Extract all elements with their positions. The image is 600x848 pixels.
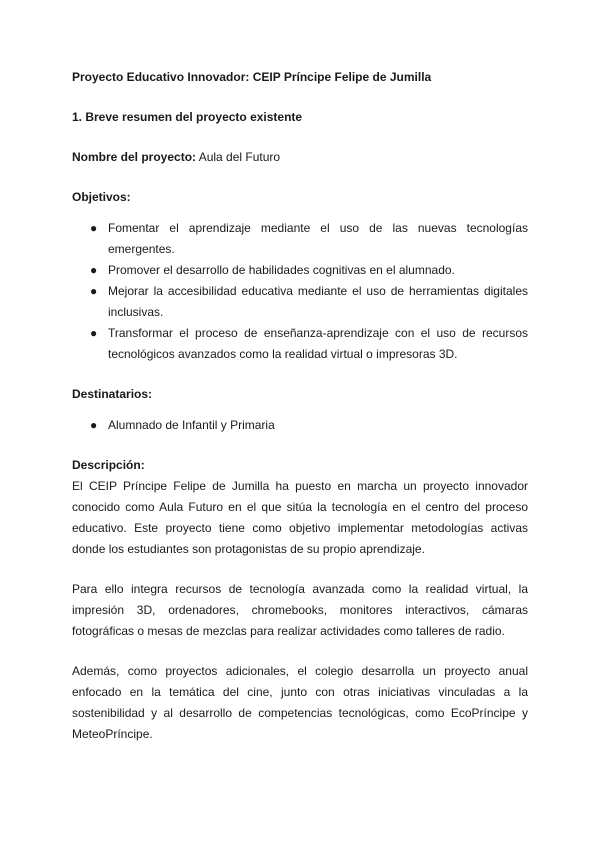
- project-name-value: Aula del Futuro: [198, 150, 281, 164]
- description-paragraph: Además, como proyectos adicionales, el colegio desarrolla un proyecto anual enfocado en la temática del cine, junto con otras iniciativas vinculadas a la sostenibilidad y al desarrollo de competencias tecnológicas, como EcoPríncipe y MeteoPríncipe.: [72, 664, 528, 741]
- objective-text: Mejorar la accesibilidad educativa mediante el uso de herramientas digitales inclusivas.: [108, 284, 528, 319]
- description-paragraph: Para ello integra recursos de tecnología avanzada como la realidad virtual, la impresión 3D, ordenadores, chromebooks, monitores interactivos, cámaras fotográficas o mesas de mezclas para realizar actividades como talleres de radio.: [72, 582, 528, 638]
- objective-text: Promover el desarrollo de habilidades cognitivas en el alumnado.: [108, 263, 455, 277]
- description-paragraph: El CEIP Príncipe Felipe de Jumilla ha puesto en marcha un proyecto innovador conocido como Aula Futuro en el que sitúa la tecnología en el centro del proceso educativo. Este proyecto tiene como objetivo implementar metodologías activas donde los estudiantes son protagonistas de su propio aprendizaje.: [72, 479, 528, 556]
- objectives-label: Objetivos:: [72, 190, 131, 204]
- list-item: [72, 281, 528, 323]
- bullet-icon: ●: [90, 418, 98, 432]
- list-item: [72, 260, 528, 281]
- objective-text: Transformar el proceso de enseñanza-aprendizaje con el uso de recursos tecnológicos avanzados como la realidad virtual o impresoras 3D.: [108, 326, 528, 361]
- recipient-text: Alumnado de Infantil y Primaria: [108, 418, 275, 432]
- description-body: [72, 476, 528, 745]
- bullet-icon: ●: [90, 221, 98, 235]
- recipients-label: Destinatarios:: [72, 387, 153, 401]
- objective-text: Fomentar el aprendizaje mediante el uso de las nuevas tecnologías emergentes.: [108, 221, 528, 256]
- list-item: [72, 323, 528, 365]
- bullet-icon: ●: [90, 263, 98, 277]
- recipients-list: [72, 415, 528, 436]
- list-item: [72, 415, 528, 436]
- project-name-label: Nombre del proyecto:: [72, 150, 197, 164]
- list-item: [72, 218, 528, 260]
- description-label: Descripción:: [72, 458, 145, 472]
- bullet-icon: ●: [90, 326, 98, 340]
- bullet-icon: ●: [90, 284, 98, 298]
- objectives-list: [72, 218, 528, 365]
- document-title: Proyecto Educativo Innovador: CEIP Príncipe Felipe de Jumilla: [72, 70, 432, 84]
- section-heading: 1. Breve resumen del proyecto existente: [72, 110, 303, 124]
- document-content: [72, 67, 528, 745]
- project-name-field: [72, 147, 528, 168]
